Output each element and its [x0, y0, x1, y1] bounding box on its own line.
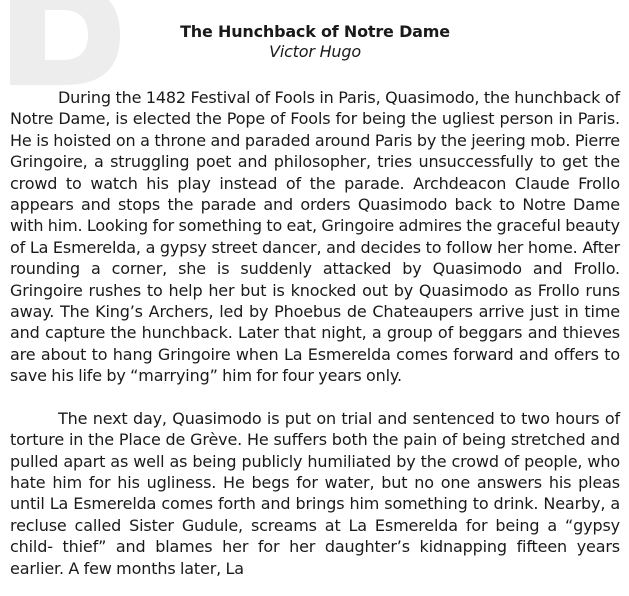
paragraph: The next day, Quasimodo is put on trial and sentenced to two hours of torture in the Place de Grève. He suffers both the pain of being stretched and pulled apart as well as being publicly humiliated by the crowd of people, who hate him for his ugliness. He begs for water, but no one answers his pleas until La Esmerelda comes forth and brings him something to drink. Nearby, a recluse called Sister Gudule, screams at La Esmerelda for being a “gypsy child- thief” and blames her for her daughter’s kidnapping fifteen years earlier. A few months later, La [10, 408, 620, 578]
document-author: Victor Hugo [269, 42, 361, 61]
paragraph: During the 1482 Festival of Fools in Paris, Quasimodo, the hunchback of Notre Dame, is elected the Pope of Fools for being the ugliest person in Paris. He is hoisted on a throne and paraded around Paris by the jeering mob. Pierre Gringoire, a struggling poet and philosopher, tries unsuccessfully to get the crowd to watch his play instead of the parade. Archdeacon Claude Frollo appears and stops the parade and orders Quasimodo back to Notre Dame with him. Looking for something to eat, Gringoire admires the graceful beauty of La Esmerelda, a gypsy street dancer, and decides to follow her home. After rounding a corner, she is suddenly attacked by Quasimodo and Frollo. Gringoire rushes to help her but is knocked out by Quasimodo as Frollo runs away. The King’s Archers, led by Phoebus de Chateaupers arrive just in time and capture the hunchback. Later that night, a group of beggars and thieves are about to hang Gringoire when La Esmerelda comes forward and offers to save his life by “marrying” him for four years only. [10, 88, 620, 386]
document-title: The Hunchback of Notre Dame [180, 22, 450, 41]
document-page [10, 0, 620, 579]
